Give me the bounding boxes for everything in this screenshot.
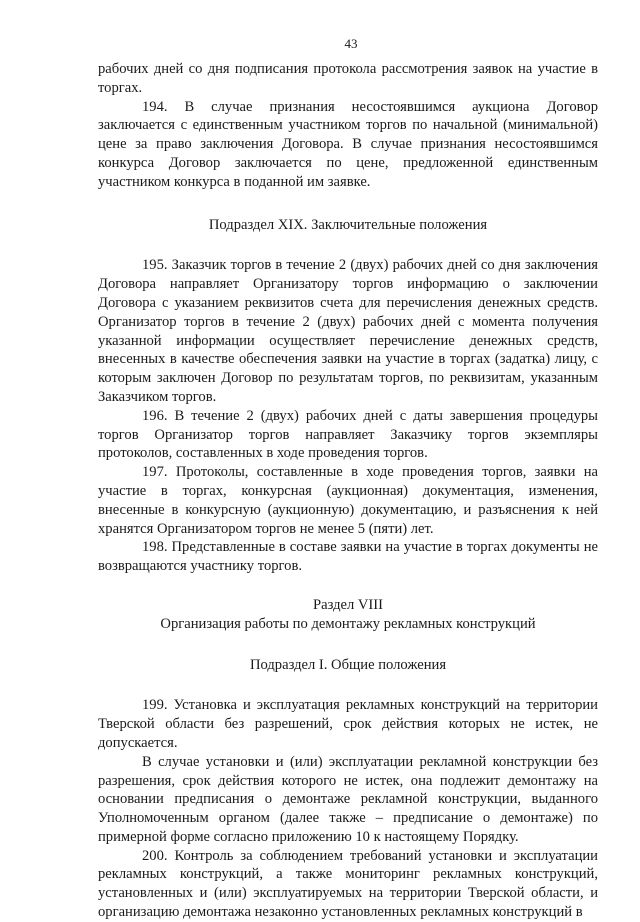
subsection-heading-xix: Подраздел XIX. Заключительные положения bbox=[208, 216, 488, 233]
paragraph-197: 197. Протоколы, составленные в ходе проведения торгов, заявки на участие в торгах, конкурсная (аукционная) документация, изменения, внесенные в конкурсную (аукционную) документацию, и разъяснения к ней хранятся Организатором торгов не менее 5 (пяти) лет. bbox=[98, 464, 598, 537]
subsection-heading-i: Подраздел I. Общие положения bbox=[249, 656, 447, 673]
paragraph-continuation: рабочих дней со дня подписания протокола рассмотрения заявок на участие в торгах. bbox=[98, 61, 598, 96]
paragraph-199: 199. Установка и эксплуатация рекламных конструкций на территории Тверской области без разрешений, срок действия которых не истек, не допускается. bbox=[98, 697, 598, 751]
document-page bbox=[98, 36, 598, 922]
paragraph-195: 195. Заказчик торгов в течение 2 (двух) рабочих дней со дня заключения Договора направляет Организатору торгов информацию о заключении Договора с указанием реквизитов счета для перечисления денежных средств. Организатор торгов в течение 2 (двух) рабочих дней с момента получения указанной информации осуществляет перечисление денежных средств, внесенных в качестве обеспечения заявки на участие в торгах (задатка) лицу, с которым заключен Договор по результатам торгов, по реквизитам, указанным Заказчиком торгов. bbox=[98, 257, 598, 405]
paragraph-198: 198. Представленные в составе заявки на участие в торгах документы не возвращаются участнику торгов. bbox=[98, 539, 598, 575]
paragraph-194: 194. В случае признания несостоявшимся аукциона Договор заключается с единственным участником торгов по начальной (минимальной) цене за право заключения Договора. В случае признания несостоявшимся конкурса Договор заключается по цене, предложенной единственным участником конкурса в поданной им заявке. bbox=[98, 98, 598, 190]
paragraph-199-continued: В случае установки и (или) эксплуатации рекламной конструкции без разрешения, срок действия которого не истек, она подлежит демонтажу на основании предписания о демонтаже рекламной конструкции, выданного Уполномоченным органом (далее также – предписание о демонтаже) по примерной форме согласно приложению 10 к настоящему Порядку. bbox=[98, 753, 598, 845]
paragraph-196: 196. В течение 2 (двух) рабочих дней с даты завершения процедуры торгов Организатор торгов направляет Заказчику торгов экземпляры протоколов, составленных в ходе проведения торгов. bbox=[98, 407, 598, 462]
section-title-viii: Организация работы по демонтажу рекламных конструкций bbox=[160, 615, 536, 632]
page-number: 43 bbox=[344, 36, 358, 51]
section-heading-viii: Раздел VIII bbox=[312, 596, 384, 613]
paragraph-200: 200. Контроль за соблюдением требований установки и эксплуатации рекламных конструкций, а также мониторинг рекламных конструкций, установленных и (или) эксплуатируемых на территории Тверской области, и организацию демонтажа незаконно установленных рекламных конструкций в bbox=[98, 847, 598, 921]
